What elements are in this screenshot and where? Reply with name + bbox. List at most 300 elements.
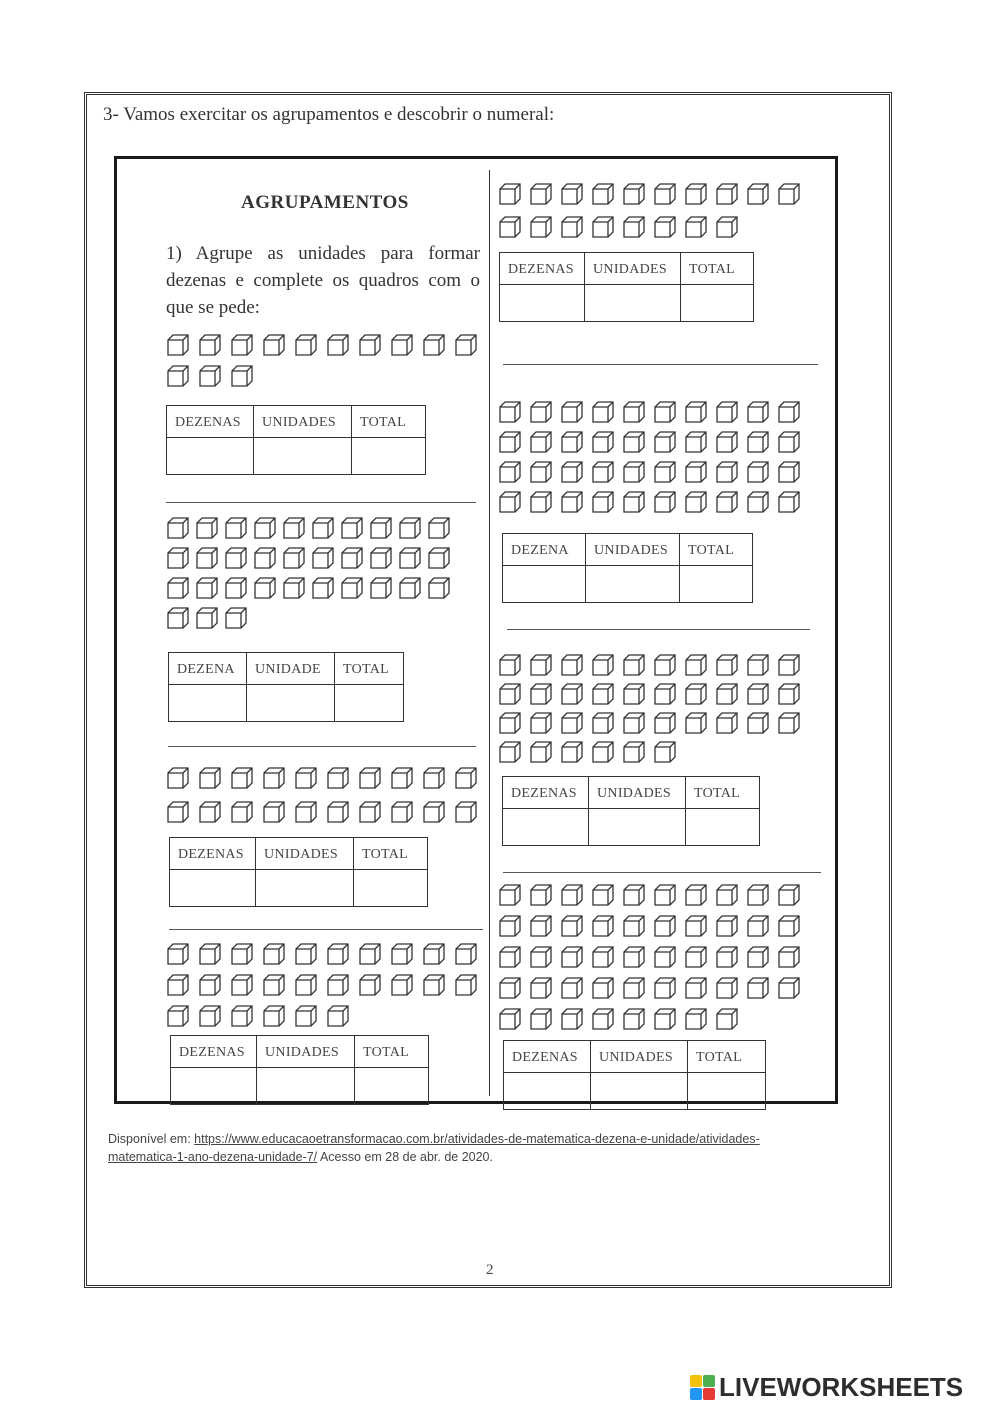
- section-separator: [169, 929, 483, 930]
- unit-cube-icon: [746, 490, 770, 514]
- unit-cube-icon: [166, 333, 190, 357]
- unit-cube-icon: [369, 546, 393, 570]
- answer-table: [502, 533, 753, 603]
- unit-cube-icon: [591, 430, 615, 454]
- unit-cube-icon: [498, 1007, 522, 1031]
- unit-cube-icon: [653, 976, 677, 1000]
- answer-cell-unidades[interactable]: [254, 438, 352, 475]
- unit-cube-icon: [498, 976, 522, 1000]
- answer-cell-total[interactable]: [686, 809, 760, 846]
- unit-cube-icon: [715, 215, 739, 239]
- unit-cube-icon: [358, 766, 382, 790]
- table-header-unidades: UNIDADES: [256, 838, 354, 870]
- unit-cube-icon: [529, 400, 553, 424]
- table-header-dezenas: DEZENAS: [504, 1041, 591, 1073]
- unit-cube-icon: [198, 766, 222, 790]
- unit-cube-icon: [715, 400, 739, 424]
- cube-row: [166, 546, 451, 570]
- unit-cube-icon: [422, 333, 446, 357]
- unit-cube-icon: [529, 682, 553, 706]
- unit-cube-icon: [422, 800, 446, 824]
- unit-cube-icon: [390, 333, 414, 357]
- unit-cube-icon: [390, 973, 414, 997]
- unit-cube-icon: [715, 682, 739, 706]
- cube-row: [498, 182, 801, 206]
- table-header-dezena: DEZENA: [503, 534, 586, 566]
- unit-cube-icon: [224, 516, 248, 540]
- unit-cube-icon: [591, 883, 615, 907]
- unit-cube-icon: [622, 215, 646, 239]
- table-header-unidades: UNIDADES: [254, 406, 352, 438]
- unit-cube-icon: [591, 914, 615, 938]
- unit-cube-icon: [326, 973, 350, 997]
- unit-cube-icon: [224, 576, 248, 600]
- unit-cube-icon: [198, 973, 222, 997]
- table-header-total: TOTAL: [335, 653, 404, 685]
- table-header-unidades: UNIDADES: [586, 534, 680, 566]
- answer-cell-total[interactable]: [354, 870, 428, 907]
- unit-cube-icon: [591, 653, 615, 677]
- table-header-dezenas: DEZENAS: [500, 253, 585, 285]
- unit-cube-icon: [591, 682, 615, 706]
- unit-cube-icon: [529, 1007, 553, 1031]
- logo-square-red: [703, 1388, 715, 1400]
- column-divider: [489, 170, 490, 1096]
- table-header-unidades: UNIDADES: [585, 253, 681, 285]
- cube-row: [498, 490, 801, 514]
- unit-cube-icon: [684, 490, 708, 514]
- unit-cube-icon: [398, 546, 422, 570]
- unit-cube-icon: [253, 516, 277, 540]
- unit-cube-icon: [427, 576, 451, 600]
- unit-cube-icon: [198, 1004, 222, 1028]
- liveworksheets-logo-icon: [690, 1375, 715, 1400]
- unit-cube-icon: [224, 546, 248, 570]
- unit-cube-icon: [560, 215, 584, 239]
- unit-cube-icon: [560, 460, 584, 484]
- unit-cube-icon: [560, 976, 584, 1000]
- unit-cube-icon: [684, 682, 708, 706]
- unit-cube-icon: [529, 215, 553, 239]
- section-separator: [507, 629, 810, 630]
- unit-cube-icon: [390, 800, 414, 824]
- unit-cube-icon: [166, 942, 190, 966]
- unit-cube-icon: [454, 333, 478, 357]
- unit-cube-icon: [358, 800, 382, 824]
- answer-cell-total[interactable]: [355, 1068, 429, 1105]
- unit-cube-icon: [358, 973, 382, 997]
- cube-row: [498, 460, 801, 484]
- answer-table: [502, 776, 760, 846]
- unit-cube-icon: [653, 682, 677, 706]
- unit-cube-icon: [684, 883, 708, 907]
- unit-cube-icon: [198, 942, 222, 966]
- liveworksheets-logo: [690, 1372, 963, 1403]
- unit-cube-icon: [591, 182, 615, 206]
- table-header-total: TOTAL: [354, 838, 428, 870]
- activity-prompt: 1) Agrupe as unidades para formar dezenas e complete os quadros com o que se pede:: [166, 243, 480, 318]
- unit-cube-icon: [230, 1004, 254, 1028]
- unit-cube-icon: [560, 430, 584, 454]
- unit-cube-icon: [622, 682, 646, 706]
- answer-cell-unidades[interactable]: [589, 809, 686, 846]
- unit-cube-icon: [622, 945, 646, 969]
- unit-cube-icon: [653, 653, 677, 677]
- unit-cube-icon: [746, 653, 770, 677]
- unit-cube-icon: [591, 490, 615, 514]
- unit-cube-icon: [560, 711, 584, 735]
- unit-cube-icon: [777, 711, 801, 735]
- unit-cube-icon: [777, 182, 801, 206]
- unit-cube-icon: [529, 740, 553, 764]
- unit-cube-icon: [230, 364, 254, 388]
- unit-cube-icon: [166, 546, 190, 570]
- unit-cube-icon: [166, 766, 190, 790]
- unit-cube-icon: [326, 942, 350, 966]
- unit-cube-icon: [529, 883, 553, 907]
- unit-cube-icon: [591, 976, 615, 1000]
- unit-cube-icon: [622, 430, 646, 454]
- unit-cube-icon: [262, 973, 286, 997]
- unit-cube-icon: [622, 740, 646, 764]
- section-separator: [503, 364, 818, 365]
- cube-row: [498, 430, 801, 454]
- unit-cube-icon: [166, 576, 190, 600]
- unit-cube-icon: [777, 400, 801, 424]
- unit-cube-icon: [777, 883, 801, 907]
- unit-cube-icon: [262, 1004, 286, 1028]
- unit-cube-icon: [422, 973, 446, 997]
- table-header-total: TOTAL: [686, 777, 760, 809]
- unit-cube-icon: [498, 400, 522, 424]
- unit-cube-icon: [166, 516, 190, 540]
- answer-cell-dezenas[interactable]: [503, 809, 589, 846]
- unit-cube-icon: [166, 973, 190, 997]
- unit-cube-icon: [166, 800, 190, 824]
- unit-cube-icon: [427, 516, 451, 540]
- section-separator: [503, 872, 821, 873]
- cube-row: [498, 945, 801, 969]
- table-header-unidades: UNIDADES: [591, 1041, 688, 1073]
- cube-row: [498, 682, 801, 706]
- answer-cell-dezenas[interactable]: [504, 1073, 591, 1110]
- table-header-unidade: UNIDADE: [247, 653, 335, 685]
- answer-cell-unidade[interactable]: [247, 685, 335, 722]
- answer-cell-dezena[interactable]: [503, 566, 586, 603]
- unit-cube-icon: [294, 800, 318, 824]
- unit-cube-icon: [653, 490, 677, 514]
- unit-cube-icon: [529, 460, 553, 484]
- cube-row: [166, 576, 451, 600]
- unit-cube-icon: [282, 516, 306, 540]
- cube-row: [166, 973, 478, 997]
- unit-cube-icon: [398, 516, 422, 540]
- unit-cube-icon: [560, 490, 584, 514]
- unit-cube-icon: [715, 711, 739, 735]
- table-header-dezenas: DEZENAS: [170, 838, 256, 870]
- answer-cell-dezenas[interactable]: [171, 1068, 257, 1105]
- unit-cube-icon: [777, 490, 801, 514]
- answer-table: [166, 405, 426, 475]
- unit-cube-icon: [715, 914, 739, 938]
- unit-cube-icon: [653, 460, 677, 484]
- logo-square-blue: [690, 1388, 702, 1400]
- unit-cube-icon: [622, 460, 646, 484]
- answer-cell-total[interactable]: [335, 685, 404, 722]
- unit-cube-icon: [684, 914, 708, 938]
- answer-cell-dezena[interactable]: [169, 685, 247, 722]
- unit-cube-icon: [622, 914, 646, 938]
- cube-row: [498, 400, 801, 424]
- unit-cube-icon: [622, 883, 646, 907]
- unit-cube-icon: [746, 460, 770, 484]
- unit-cube-icon: [653, 1007, 677, 1031]
- unit-cube-icon: [684, 711, 708, 735]
- unit-cube-icon: [369, 576, 393, 600]
- unit-cube-icon: [498, 430, 522, 454]
- unit-cube-icon: [294, 766, 318, 790]
- unit-cube-icon: [230, 800, 254, 824]
- unit-cube-icon: [282, 546, 306, 570]
- unit-cube-icon: [684, 1007, 708, 1031]
- unit-cube-icon: [253, 546, 277, 570]
- unit-cube-icon: [498, 182, 522, 206]
- unit-cube-icon: [230, 766, 254, 790]
- unit-cube-icon: [311, 516, 335, 540]
- unit-cube-icon: [390, 942, 414, 966]
- unit-cube-icon: [454, 766, 478, 790]
- unit-cube-icon: [746, 682, 770, 706]
- table-header-unidades: UNIDADES: [257, 1036, 355, 1068]
- unit-cube-icon: [622, 976, 646, 1000]
- unit-cube-icon: [326, 766, 350, 790]
- unit-cube-icon: [498, 460, 522, 484]
- answer-cell-total[interactable]: [680, 566, 753, 603]
- unit-cube-icon: [326, 1004, 350, 1028]
- unit-cube-icon: [282, 576, 306, 600]
- unit-cube-icon: [715, 460, 739, 484]
- answer-cell-unidades[interactable]: [257, 1068, 355, 1105]
- unit-cube-icon: [560, 182, 584, 206]
- unit-cube-icon: [294, 1004, 318, 1028]
- unit-cube-icon: [454, 973, 478, 997]
- unit-cube-icon: [591, 740, 615, 764]
- unit-cube-icon: [195, 606, 219, 630]
- unit-cube-icon: [653, 945, 677, 969]
- unit-cube-icon: [224, 606, 248, 630]
- unit-cube-icon: [498, 490, 522, 514]
- activity-heading: AGRUPAMENTOS: [241, 192, 409, 213]
- answer-table: [503, 1040, 766, 1110]
- unit-cube-icon: [684, 400, 708, 424]
- unit-cube-icon: [230, 973, 254, 997]
- unit-cube-icon: [166, 1004, 190, 1028]
- unit-cube-icon: [311, 546, 335, 570]
- unit-cube-icon: [684, 945, 708, 969]
- unit-cube-icon: [622, 1007, 646, 1031]
- unit-cube-icon: [560, 653, 584, 677]
- answer-cell-dezenas[interactable]: [500, 285, 585, 322]
- unit-cube-icon: [622, 653, 646, 677]
- answer-table: [170, 1035, 429, 1105]
- unit-cube-icon: [166, 364, 190, 388]
- unit-cube-icon: [622, 182, 646, 206]
- table-header-unidades: UNIDADES: [589, 777, 686, 809]
- unit-cube-icon: [340, 576, 364, 600]
- table-header-total: TOTAL: [681, 253, 754, 285]
- unit-cube-icon: [715, 883, 739, 907]
- unit-cube-icon: [560, 883, 584, 907]
- answer-cell-total[interactable]: [681, 285, 754, 322]
- unit-cube-icon: [684, 430, 708, 454]
- unit-cube-icon: [715, 653, 739, 677]
- table-header-total: TOTAL: [352, 406, 426, 438]
- section-separator: [166, 502, 476, 503]
- answer-cell-dezenas[interactable]: [170, 870, 256, 907]
- credit-link[interactable]: https://www.educacaoetransformacao.com.br/atividades-de-matematica-dezena-e-unidade/atividades-matematica-1-ano-dezena-unidade-7/: [108, 1132, 760, 1164]
- unit-cube-icon: [498, 653, 522, 677]
- unit-cube-icon: [195, 516, 219, 540]
- unit-cube-icon: [529, 945, 553, 969]
- cube-row: [166, 333, 478, 357]
- unit-cube-icon: [653, 711, 677, 735]
- unit-cube-icon: [653, 883, 677, 907]
- answer-table: [168, 652, 404, 722]
- unit-cube-icon: [653, 914, 677, 938]
- unit-cube-icon: [777, 430, 801, 454]
- unit-cube-icon: [560, 740, 584, 764]
- cube-row: [498, 740, 677, 764]
- cube-row: [166, 516, 451, 540]
- cube-row: [166, 800, 478, 824]
- unit-cube-icon: [358, 333, 382, 357]
- unit-cube-icon: [746, 430, 770, 454]
- logo-square-green: [703, 1375, 715, 1387]
- unit-cube-icon: [422, 766, 446, 790]
- table-header-dezenas: DEZENAS: [503, 777, 589, 809]
- unit-cube-icon: [653, 740, 677, 764]
- unit-cube-icon: [427, 546, 451, 570]
- unit-cube-icon: [529, 653, 553, 677]
- unit-cube-icon: [529, 976, 553, 1000]
- unit-cube-icon: [230, 942, 254, 966]
- unit-cube-icon: [454, 800, 478, 824]
- unit-cube-icon: [653, 430, 677, 454]
- answer-table: [169, 837, 428, 907]
- unit-cube-icon: [560, 400, 584, 424]
- unit-cube-icon: [529, 182, 553, 206]
- unit-cube-icon: [398, 576, 422, 600]
- answer-cell-unidades[interactable]: [586, 566, 680, 603]
- unit-cube-icon: [198, 364, 222, 388]
- cube-row: [498, 215, 739, 239]
- unit-cube-icon: [777, 653, 801, 677]
- unit-cube-icon: [498, 215, 522, 239]
- unit-cube-icon: [498, 711, 522, 735]
- unit-cube-icon: [746, 400, 770, 424]
- answer-cell-unidades[interactable]: [256, 870, 354, 907]
- unit-cube-icon: [326, 800, 350, 824]
- unit-cube-icon: [454, 942, 478, 966]
- unit-cube-icon: [746, 182, 770, 206]
- table-header-dezenas: DEZENAS: [171, 1036, 257, 1068]
- unit-cube-icon: [591, 1007, 615, 1031]
- unit-cube-icon: [591, 400, 615, 424]
- unit-cube-icon: [262, 333, 286, 357]
- answer-cell-unidades[interactable]: [591, 1073, 688, 1110]
- unit-cube-icon: [198, 800, 222, 824]
- unit-cube-icon: [653, 400, 677, 424]
- unit-cube-icon: [529, 914, 553, 938]
- answer-cell-unidades[interactable]: [585, 285, 681, 322]
- unit-cube-icon: [294, 973, 318, 997]
- cube-row: [166, 364, 254, 388]
- unit-cube-icon: [166, 606, 190, 630]
- unit-cube-icon: [746, 976, 770, 1000]
- cube-row: [166, 766, 478, 790]
- section-separator: [168, 746, 476, 747]
- unit-cube-icon: [340, 546, 364, 570]
- unit-cube-icon: [746, 945, 770, 969]
- unit-cube-icon: [390, 766, 414, 790]
- liveworksheets-logo-text: LIVEWORKSHEETS: [719, 1372, 964, 1402]
- answer-cell-dezenas[interactable]: [167, 438, 254, 475]
- credit-suffix: Acesso em 28 de abr. de 2020.: [317, 1150, 493, 1164]
- unit-cube-icon: [358, 942, 382, 966]
- cube-row: [498, 914, 801, 938]
- unit-cube-icon: [498, 883, 522, 907]
- unit-cube-icon: [294, 942, 318, 966]
- unit-cube-icon: [715, 1007, 739, 1031]
- unit-cube-icon: [684, 460, 708, 484]
- unit-cube-icon: [715, 976, 739, 1000]
- unit-cube-icon: [326, 333, 350, 357]
- unit-cube-icon: [777, 945, 801, 969]
- unit-cube-icon: [622, 711, 646, 735]
- unit-cube-icon: [715, 490, 739, 514]
- unit-cube-icon: [195, 546, 219, 570]
- unit-cube-icon: [422, 942, 446, 966]
- unit-cube-icon: [684, 182, 708, 206]
- unit-cube-icon: [777, 976, 801, 1000]
- table-header-total: TOTAL: [355, 1036, 429, 1068]
- unit-cube-icon: [715, 182, 739, 206]
- unit-cube-icon: [715, 945, 739, 969]
- unit-cube-icon: [262, 766, 286, 790]
- unit-cube-icon: [560, 945, 584, 969]
- page-number: 2: [486, 1262, 494, 1278]
- unit-cube-icon: [591, 215, 615, 239]
- unit-cube-icon: [369, 516, 393, 540]
- unit-cube-icon: [560, 1007, 584, 1031]
- unit-cube-icon: [622, 400, 646, 424]
- unit-cube-icon: [746, 711, 770, 735]
- source-credit: [108, 1130, 828, 1166]
- unit-cube-icon: [253, 576, 277, 600]
- cube-row: [498, 883, 801, 907]
- cube-row: [498, 1007, 739, 1031]
- table-header-dezena: DEZENA: [169, 653, 247, 685]
- unit-cube-icon: [230, 333, 254, 357]
- answer-cell-total[interactable]: [688, 1073, 766, 1110]
- logo-square-yellow: [690, 1375, 702, 1387]
- unit-cube-icon: [498, 740, 522, 764]
- answer-cell-total[interactable]: [352, 438, 426, 475]
- unit-cube-icon: [591, 711, 615, 735]
- unit-cube-icon: [340, 516, 364, 540]
- unit-cube-icon: [498, 914, 522, 938]
- unit-cube-icon: [198, 333, 222, 357]
